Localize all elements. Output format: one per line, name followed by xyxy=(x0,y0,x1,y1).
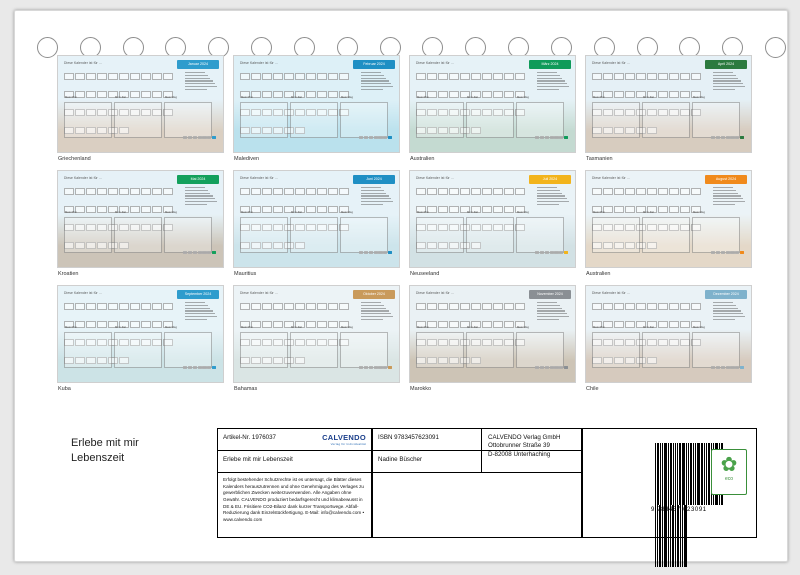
month-name-badge: August 2024 xyxy=(705,175,747,184)
month-side-text xyxy=(361,187,395,206)
day-cells-strip xyxy=(240,68,358,90)
note-cell xyxy=(114,102,162,138)
article-title: Erlebe mit mir Lebenszeit xyxy=(223,456,293,463)
month-name-badge: März 2024 xyxy=(529,60,571,69)
month-side-text xyxy=(537,72,571,91)
note-cell xyxy=(240,102,288,138)
note-cell xyxy=(592,102,640,138)
month-side-text xyxy=(185,187,219,206)
barcode-bar xyxy=(677,505,679,567)
month-sheet xyxy=(233,170,400,268)
imprint-block xyxy=(57,428,757,538)
month-side-text xyxy=(537,187,571,206)
month-sheet xyxy=(233,285,400,383)
note-cell-label: Mein Ziel xyxy=(115,211,126,214)
eco-badge-label: eco xyxy=(724,476,734,482)
isbn-divider xyxy=(481,429,482,473)
note-cell-label: Mein Ziel xyxy=(291,326,302,329)
note-cell-label: Mein Weg xyxy=(693,326,706,329)
day-cells-strip xyxy=(416,183,534,205)
note-cell xyxy=(114,332,162,368)
day-cells-strip xyxy=(240,183,358,205)
barcode-bar xyxy=(662,505,663,567)
barcode-bar xyxy=(668,505,669,567)
barcode-bar xyxy=(668,443,669,505)
month-caption: Neuseeland xyxy=(410,271,440,277)
month-sheet xyxy=(409,285,576,383)
note-cell xyxy=(466,332,514,368)
barcode-bar xyxy=(673,443,674,505)
eco-badge xyxy=(711,449,747,495)
day-cells-strip xyxy=(592,298,710,320)
mini-calendar xyxy=(359,126,395,148)
note-cell-label: Mein Weg xyxy=(165,326,178,329)
day-cells-strip xyxy=(416,298,534,320)
month-sheet xyxy=(233,55,400,153)
month-thumbnail[interactable] xyxy=(57,170,222,277)
publisher-line-0: CALVENDO Verlag GmbH xyxy=(488,434,561,441)
mini-calendar xyxy=(359,356,395,378)
month-thumbnail[interactable] xyxy=(409,55,574,162)
calendar-header-text: Diese Kalender ist für ... xyxy=(592,291,630,295)
barcode-bar xyxy=(659,505,661,567)
note-cell-label: Mein Plan xyxy=(65,326,77,329)
barcode-bar xyxy=(682,505,683,567)
calendar-header-text: Diese Kalender ist für ... xyxy=(64,176,102,180)
note-cell-label: Mein Plan xyxy=(417,326,429,329)
day-cells-strip xyxy=(592,183,710,205)
spiral-ring xyxy=(765,37,786,58)
note-cell xyxy=(416,102,464,138)
barcode-bar xyxy=(672,505,674,567)
note-cell-label: Mein Ziel xyxy=(467,96,478,99)
barcode-bar xyxy=(684,505,687,567)
note-cell-label: Mein Ziel xyxy=(643,211,654,214)
barcode-bar xyxy=(686,443,687,505)
mini-calendar xyxy=(711,241,747,263)
barcode-bar xyxy=(708,443,710,505)
month-name-badge: Februar 2024 xyxy=(353,60,395,69)
product-title-line2: Lebenszeit xyxy=(71,451,125,464)
barcode-bar xyxy=(660,443,661,505)
month-name-badge: Juli 2024 xyxy=(529,175,571,184)
month-side-text xyxy=(713,72,747,91)
month-caption: Tasmanien xyxy=(586,156,613,162)
publisher-address xyxy=(483,429,583,459)
note-cell-label: Mein Plan xyxy=(593,211,605,214)
barcode-bar xyxy=(670,505,671,567)
month-caption: Mauritius xyxy=(234,271,257,277)
month-side-text xyxy=(713,187,747,206)
note-cell-label: Mein Plan xyxy=(65,211,77,214)
calendar-header-text: Diese Kalender ist für ... xyxy=(240,291,278,295)
month-thumbnail[interactable] xyxy=(233,285,398,392)
month-caption: Marokko xyxy=(410,386,432,392)
barcode-bar xyxy=(664,443,667,505)
calendar-header-text: Diese Kalender ist für ... xyxy=(592,176,630,180)
calvendo-logo-subtitle: Verlag für Individualität xyxy=(330,442,366,446)
note-cell-label: Mein Ziel xyxy=(291,96,302,99)
mini-calendar xyxy=(711,356,747,378)
month-thumbnail[interactable] xyxy=(585,170,750,277)
article-title-row xyxy=(218,451,371,473)
barcode-bar xyxy=(704,443,705,505)
calendar-header-text: Diese Kalender ist für ... xyxy=(240,61,278,65)
note-cell-label: Mein Weg xyxy=(517,96,530,99)
calvendo-logo-name: CALVENDO xyxy=(322,433,366,442)
calendar-header-text: Diese Kalender ist für ... xyxy=(64,291,102,295)
barcode-bar xyxy=(693,443,694,505)
note-cell-label: Mein Plan xyxy=(241,326,253,329)
note-cell xyxy=(642,332,690,368)
month-sheet xyxy=(585,285,752,383)
month-sheet xyxy=(57,170,224,268)
month-name-badge: Januar 2024 xyxy=(177,60,219,69)
month-caption: Kuba xyxy=(58,386,71,392)
month-sheet xyxy=(409,170,576,268)
day-cells-strip xyxy=(64,298,182,320)
note-cell xyxy=(592,332,640,368)
month-caption: Chile xyxy=(586,386,599,392)
month-caption: Australien xyxy=(410,156,435,162)
mini-calendar xyxy=(535,126,571,148)
note-cell-label: Mein Weg xyxy=(693,211,706,214)
month-name-badge: Juni 2024 xyxy=(353,175,395,184)
publisher-line-1: Ottobrunner Straße 39 xyxy=(488,442,550,450)
mini-calendar xyxy=(535,241,571,263)
note-cell-label: Mein Weg xyxy=(517,211,530,214)
barcode-bar xyxy=(655,443,656,505)
article-box xyxy=(217,428,372,538)
product-title-line1: Erlebe mit mir xyxy=(71,437,139,449)
note-cell xyxy=(592,217,640,253)
isbn-box xyxy=(372,428,582,538)
note-cell xyxy=(240,217,288,253)
note-cell-label: Mein Plan xyxy=(241,211,253,214)
month-name-badge: Oktober 2024 xyxy=(353,290,395,299)
day-cells-strip xyxy=(64,183,182,205)
note-cell xyxy=(642,217,690,253)
note-cell-label: Mein Ziel xyxy=(643,96,654,99)
barcode-bar xyxy=(706,443,707,505)
barcode-bar xyxy=(680,505,681,567)
spiral-ring xyxy=(37,37,58,58)
mini-calendar xyxy=(183,241,219,263)
note-cell-label: Mein Weg xyxy=(165,211,178,214)
barcode-bar xyxy=(695,443,696,505)
month-side-text xyxy=(537,302,571,321)
author-name: Nadine Büscher xyxy=(378,456,423,463)
month-name-badge: November 2024 xyxy=(529,290,571,299)
calendar-header-text: Diese Kalender ist für ... xyxy=(416,176,454,180)
month-sheet xyxy=(585,55,752,153)
barcode-number: 9 783457 623091 xyxy=(651,507,707,513)
day-cells-strip xyxy=(240,298,358,320)
note-cell xyxy=(114,217,162,253)
calendar-header-text: Diese Kalender ist für ... xyxy=(592,61,630,65)
month-sheet xyxy=(409,55,576,153)
month-side-text xyxy=(361,72,395,91)
month-caption: Griechenland xyxy=(58,156,91,162)
barcode-bar xyxy=(664,505,667,567)
note-cell xyxy=(642,102,690,138)
note-cell xyxy=(416,332,464,368)
month-thumbnail[interactable] xyxy=(57,285,222,392)
calendar-page xyxy=(14,10,788,562)
day-cells-strip xyxy=(64,68,182,90)
month-thumbnail-grid xyxy=(57,55,757,392)
barcode-bar xyxy=(688,443,689,505)
legal-text: Erfolgt bestehender Schutzrechte ist es untersagt, die Blätter dieses Kalenders herauszutrennen und ohne Genehmigung des Verlages zu gewerblichen Zwecken weiterzuverwenden. Alle Angaben ohne Gewähr. CALVENDO produziert bedarfsgerecht und klimabewusst in DE & EU. Frisitiere CO2-Bilanz dank kurzer Transportwege. Abfall-Reduzierung dank Einzelstückfertigung. E-Mail: info@calvendo.com • www.calvendo.com xyxy=(223,477,365,522)
barcode-bar xyxy=(701,443,703,505)
month-sheet xyxy=(585,170,752,268)
barcode-bar xyxy=(690,443,692,505)
calendar-header-text: Diese Kalender ist für ... xyxy=(240,176,278,180)
month-thumbnail[interactable] xyxy=(233,55,398,162)
note-cell-label: Mein Weg xyxy=(341,326,354,329)
note-cell xyxy=(466,102,514,138)
mini-calendar xyxy=(711,126,747,148)
barcode-box xyxy=(582,428,757,538)
note-cell-label: Mein Plan xyxy=(593,326,605,329)
mini-calendar xyxy=(359,241,395,263)
note-cell xyxy=(290,332,338,368)
note-cell-label: Mein Ziel xyxy=(467,211,478,214)
note-cell xyxy=(64,332,112,368)
note-cell-label: Mein Ziel xyxy=(115,96,126,99)
barcode-bar xyxy=(657,505,658,567)
note-cell xyxy=(416,217,464,253)
day-cells-strip xyxy=(416,68,534,90)
month-caption: Malediven xyxy=(234,156,260,162)
mini-calendar xyxy=(183,356,219,378)
month-thumbnail[interactable] xyxy=(409,170,574,277)
note-cell-label: Mein Plan xyxy=(241,96,253,99)
day-cells-strip xyxy=(592,68,710,90)
month-sheet xyxy=(57,285,224,383)
barcode-bar xyxy=(655,505,656,567)
barcode-bar xyxy=(675,443,676,505)
month-sheet xyxy=(57,55,224,153)
article-number-row xyxy=(218,429,371,451)
month-caption: Bahamas xyxy=(234,386,258,392)
note-cell-label: Mein Ziel xyxy=(115,326,126,329)
month-thumbnail[interactable] xyxy=(233,170,398,277)
note-cell-label: Mein Weg xyxy=(341,96,354,99)
note-cell xyxy=(64,102,112,138)
month-thumbnail[interactable] xyxy=(409,285,574,392)
barcode-bar xyxy=(657,443,659,505)
note-cell xyxy=(290,102,338,138)
note-cell-label: Mein Ziel xyxy=(643,326,654,329)
note-cell xyxy=(240,332,288,368)
month-name-badge: September 2024 xyxy=(177,290,219,299)
mini-calendar xyxy=(535,356,571,378)
publisher-line-2: D-82008 Unterhaching xyxy=(488,450,551,458)
calendar-header-text: Diese Kalender ist für ... xyxy=(416,61,454,65)
calendar-header-text: Diese Kalender ist für ... xyxy=(64,61,102,65)
month-caption: Australien xyxy=(586,271,611,277)
month-name-badge: Mai 2024 xyxy=(177,175,219,184)
month-side-text xyxy=(713,302,747,321)
calendar-header-text: Diese Kalender ist für ... xyxy=(416,291,454,295)
note-cell-label: Mein Weg xyxy=(165,96,178,99)
product-title xyxy=(71,436,211,466)
month-name-badge: Dezember 2024 xyxy=(705,290,747,299)
barcode-bar xyxy=(682,443,685,505)
calvendo-logo xyxy=(322,433,366,446)
barcode-bar xyxy=(675,505,676,567)
mini-calendar xyxy=(183,126,219,148)
isbn-value: ISBN 9783457623091 xyxy=(378,434,439,441)
leaf-icon: ✿ xyxy=(720,454,738,476)
month-thumbnail[interactable] xyxy=(585,285,750,392)
month-side-text xyxy=(361,302,395,321)
note-cell-label: Mein Plan xyxy=(593,96,605,99)
month-thumbnail[interactable] xyxy=(585,55,750,162)
note-cell-label: Mein Ziel xyxy=(291,211,302,214)
note-cell-label: Mein Weg xyxy=(517,326,530,329)
note-cell-label: Mein Weg xyxy=(341,211,354,214)
note-cell-label: Mein Plan xyxy=(417,96,429,99)
note-cell-label: Mein Ziel xyxy=(467,326,478,329)
note-cell xyxy=(466,217,514,253)
month-thumbnail[interactable] xyxy=(57,55,222,162)
month-side-text xyxy=(185,72,219,91)
barcode-bar xyxy=(670,443,672,505)
note-cell-label: Mein Weg xyxy=(693,96,706,99)
note-cell xyxy=(64,217,112,253)
month-caption: Kroatien xyxy=(58,271,79,277)
barcode-bar xyxy=(697,443,700,505)
barcode-bar xyxy=(677,443,678,505)
barcode-bar xyxy=(679,443,681,505)
barcode-bar xyxy=(662,443,663,505)
legal-text-row xyxy=(218,473,371,539)
month-side-text xyxy=(185,302,219,321)
note-cell-label: Mein Plan xyxy=(417,211,429,214)
month-name-badge: April 2024 xyxy=(705,60,747,69)
note-cell-label: Mein Plan xyxy=(65,96,77,99)
article-number: Artikel-Nr. 1976037 xyxy=(223,434,276,441)
note-cell xyxy=(290,217,338,253)
